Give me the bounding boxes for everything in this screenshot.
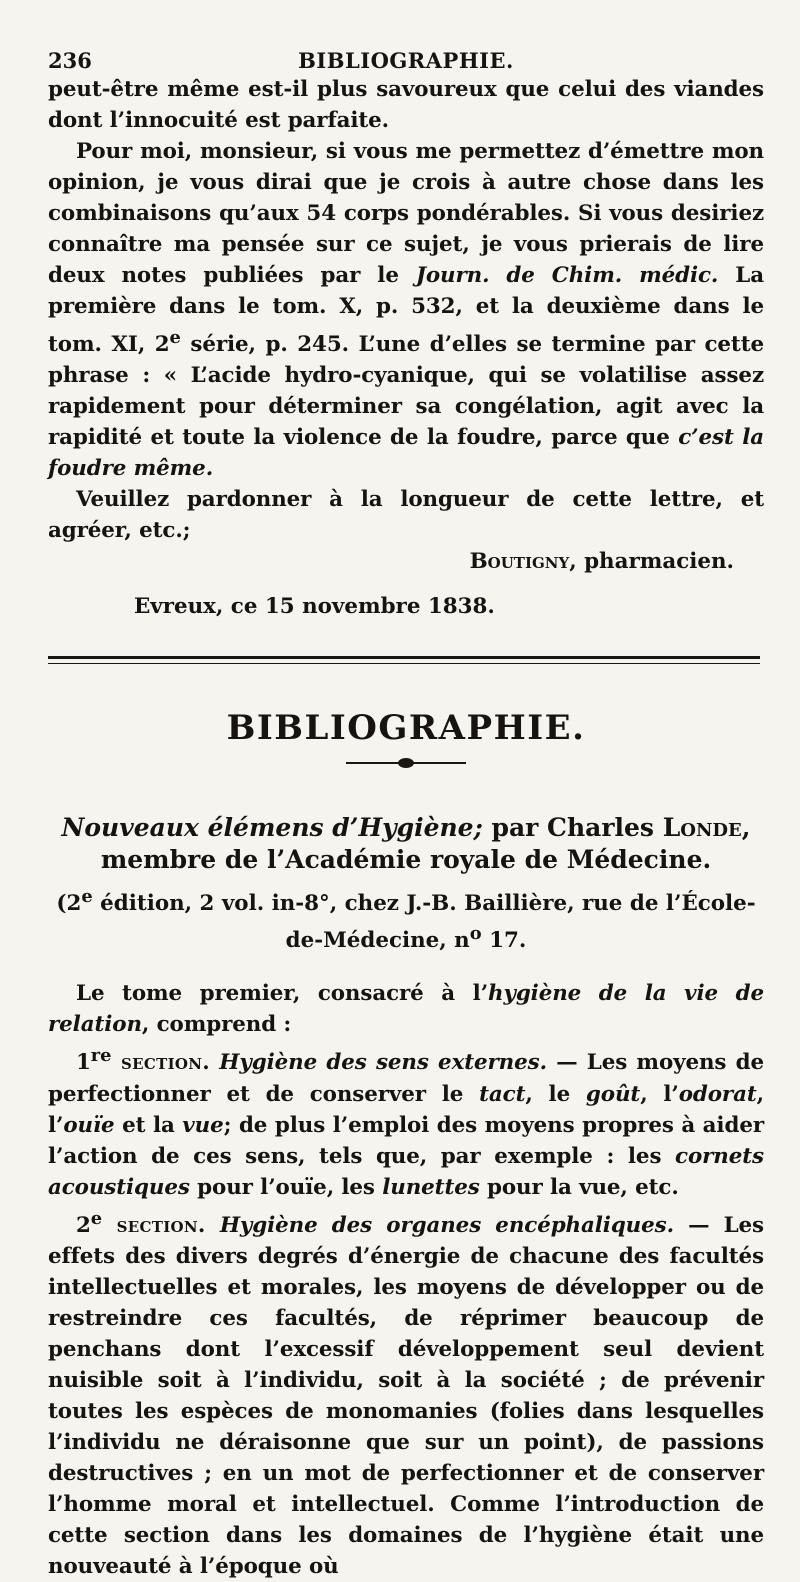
review-intro	[48, 978, 764, 1040]
s1-odorat: odorat	[678, 1081, 757, 1107]
intro-italic: hygiène de la vie de relation	[48, 981, 765, 1038]
s1-num: 1	[76, 1050, 91, 1076]
ornament-dot	[398, 758, 414, 768]
intro-a: Le tome premier, consacré à l’	[76, 981, 489, 1007]
book-author: Londe	[662, 813, 742, 843]
letter-p2-sup: e	[169, 327, 181, 348]
ornament-divider	[346, 756, 466, 770]
signature	[48, 546, 764, 577]
s2-text: — Les effets des divers degrés d’énergie de chacune des facultés intellectuelles et morales, les moyens de développer ou de restreindre ces facultés, de réprimer beaucoup de penchans dont l’excessif développement seul devient nuisible soit à l’individu, soit à la société ; de prévenir toutes les espèces de monomanies (folies dans lesquelles l’individu ne déraisonne que sur un point), de passions destructives ; en un mot de perfectionner et de conserver l’homme moral et intellectuel. Comme l’introduction de cette section dans les domaines de l’hygiène était une nouveauté à l’époque où	[48, 1212, 764, 1579]
edition-sup2: o	[469, 923, 482, 945]
page	[48, 40, 764, 1582]
s1-h: pour la vue, etc.	[479, 1174, 679, 1200]
review-section-2	[48, 1203, 764, 1582]
review-body	[48, 978, 764, 1581]
s1-vue: vue	[182, 1112, 224, 1138]
edition-b: édition, 2 vol. in-8°, chez J.-B. Baillière, rue de l’École-de-Médecine, n	[92, 891, 756, 954]
s1-tact: tact	[479, 1081, 526, 1107]
signature-name: Boutigny	[469, 549, 570, 575]
s1-c: , l’	[640, 1081, 679, 1107]
letter-quote: c’est la foudre même.	[48, 425, 764, 482]
s2-title: Hygiène des organes encéphaliques.	[205, 1212, 674, 1238]
book-title-by: par Charles	[482, 813, 663, 843]
edition-sup: e	[81, 886, 93, 908]
review-section-1	[48, 1040, 764, 1202]
letter-p2-a: Pour moi, monsieur, si vous me permettez d’émettre mon opinion, je vous dirai que je crois à autre chose dans les combinaisons qu’aux 54 corps pondérables. Si vous desiriez connaître ma pensée sur ce sujet, je vous prierais de lire deux notes publiées par le	[48, 139, 764, 288]
book-edition	[48, 882, 764, 956]
s2-sup: e	[90, 1207, 103, 1229]
letter-paragraph-1	[48, 74, 764, 136]
book-title-rest: , membre de l’Académie royale de Médecine.	[100, 813, 751, 875]
s1-f: ; de plus l’emploi des moyens propres à aider l’action de ces sens, tels que, par exemple : les	[48, 1112, 764, 1169]
s2-num: 2	[76, 1212, 91, 1238]
s1-lunettes: lunettes	[382, 1174, 480, 1200]
page-number: 236	[48, 48, 92, 73]
journal-title: Journ. de Chim. médic.	[415, 263, 719, 288]
letter-paragraph-2	[48, 136, 764, 484]
s2-label: section.	[102, 1212, 206, 1238]
s1-a: — Les moyens de perfectionner et de conserver le	[48, 1050, 764, 1107]
letter-p2-b: La première dans le tom. X, p. 532, et la deuxième dans le tom. XI, 2	[48, 263, 764, 358]
running-title: BIBLIOGRAPHIE.	[298, 48, 514, 73]
s1-gout: goût	[585, 1081, 641, 1107]
section-divider-thick	[48, 656, 760, 659]
edition-c: 17.	[481, 928, 527, 954]
intro-b: , comprend :	[141, 1012, 292, 1038]
section-title: BIBLIOGRAPHIE.	[226, 708, 586, 749]
s1-label: section.	[111, 1050, 211, 1076]
s1-e: et la	[114, 1112, 183, 1138]
letter-p1-text: peut-être même est-il plus savoureux que celui des viandes dont l’innocuité est parfaite.	[48, 77, 764, 133]
s1-title: Hygiène des sens externes.	[210, 1050, 547, 1076]
s1-d: , l’	[48, 1081, 764, 1138]
signature-rest: , pharmacien.	[569, 549, 734, 575]
s1-cornets: cornets acoustiques	[48, 1143, 764, 1200]
section-divider-thin	[48, 663, 760, 664]
letter-paragraph-3	[48, 484, 764, 546]
letter-p2-c: série, p. 245. L’une d’elles se termine par cette phrase : « L’acide hydro-cyanique, qui se volatilise assez rapidement pour déterminer sa congélation, agit avec la rapidité et toute la violence de la foudre, parce que	[48, 332, 764, 451]
book-title-italic: Nouveaux élémens d’Hygiène;	[61, 813, 483, 843]
dateline: Evreux, ce 15 novembre 1838.	[134, 594, 495, 620]
edition-a: (2	[56, 891, 82, 917]
s1-ouie: ouïe	[63, 1112, 115, 1138]
s1-b: , le	[525, 1081, 586, 1107]
running-header	[48, 40, 764, 74]
letter-p3-text: Veuillez pardonner à la longueur de cette lettre, et agréer, etc.;	[48, 487, 764, 544]
book-title	[48, 812, 764, 876]
s1-g: pour l’ouïe, les	[189, 1174, 383, 1200]
s1-sup: re	[90, 1045, 112, 1067]
